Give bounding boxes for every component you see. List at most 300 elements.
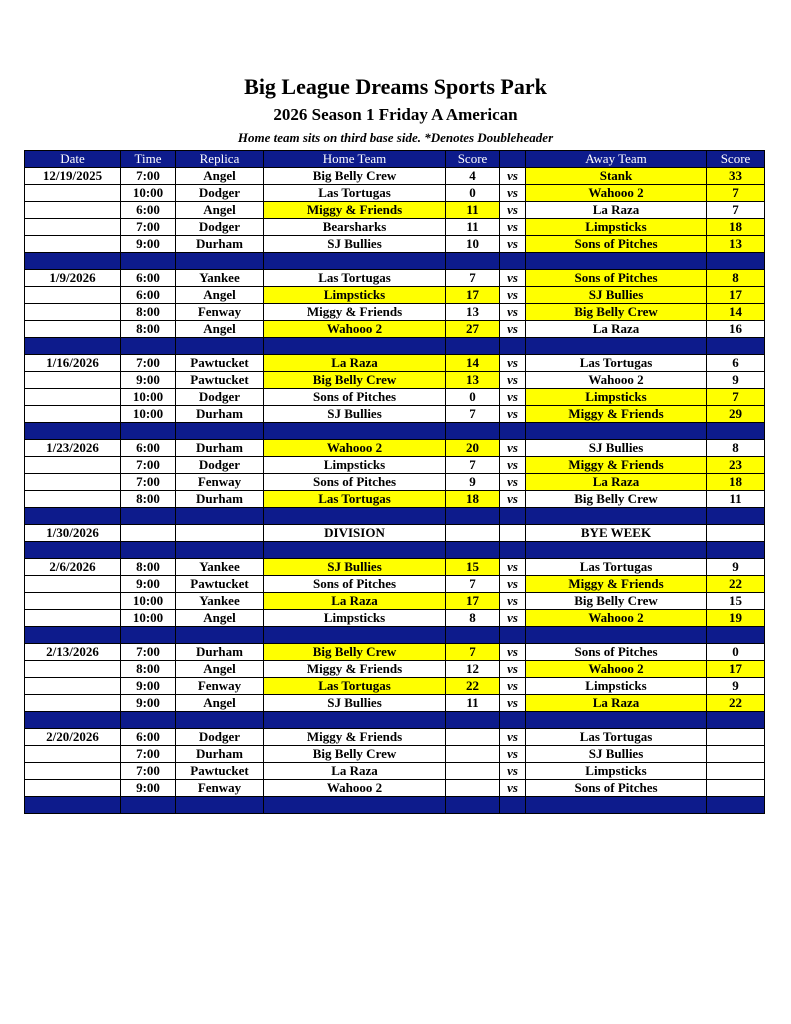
home-team-cell: Wahooo 2 — [264, 321, 446, 338]
time-cell: 6:00 — [121, 729, 176, 746]
home-team-cell: La Raza — [264, 763, 446, 780]
home-score-cell: 10 — [446, 236, 500, 253]
date-cell: 2/6/2026 — [25, 559, 121, 576]
separator-cell — [264, 712, 446, 729]
separator-cell — [121, 508, 176, 525]
vs-cell: vs — [500, 440, 526, 457]
separator-cell — [176, 542, 264, 559]
separator-cell — [446, 338, 500, 355]
replica-cell — [176, 525, 264, 542]
separator-cell — [25, 338, 121, 355]
header-replica: Replica — [176, 151, 264, 168]
vs-cell: vs — [500, 168, 526, 185]
date-cell: 2/20/2026 — [25, 729, 121, 746]
vs-cell: vs — [500, 593, 526, 610]
away-team-cell: Sons of Pitches — [526, 780, 707, 797]
time-cell: 8:00 — [121, 304, 176, 321]
separator-cell — [176, 253, 264, 270]
date-cell — [25, 763, 121, 780]
date-cell — [25, 219, 121, 236]
home-score-cell: 14 — [446, 355, 500, 372]
time-cell: 7:00 — [121, 644, 176, 661]
week-separator — [25, 253, 765, 270]
game-row — [25, 644, 765, 661]
game-row — [25, 763, 765, 780]
game-row — [25, 304, 765, 321]
away-team-cell: Wahooo 2 — [526, 185, 707, 202]
away-score-cell: 22 — [707, 695, 765, 712]
away-score-cell: 29 — [707, 406, 765, 423]
separator-cell — [707, 253, 765, 270]
date-cell — [25, 406, 121, 423]
home-score-cell: 0 — [446, 389, 500, 406]
vs-cell: vs — [500, 457, 526, 474]
replica-cell: Durham — [176, 644, 264, 661]
replica-cell: Angel — [176, 610, 264, 627]
time-cell: 6:00 — [121, 202, 176, 219]
game-row — [25, 746, 765, 763]
date-cell — [25, 610, 121, 627]
replica-cell: Dodger — [176, 457, 264, 474]
home-score-cell: 7 — [446, 270, 500, 287]
vs-cell: vs — [500, 355, 526, 372]
away-team-cell: Miggy & Friends — [526, 457, 707, 474]
home-team-cell: SJ Bullies — [264, 559, 446, 576]
replica-cell: Fenway — [176, 474, 264, 491]
date-cell — [25, 457, 121, 474]
game-row — [25, 287, 765, 304]
separator-cell — [446, 423, 500, 440]
week-separator — [25, 627, 765, 644]
vs-cell: vs — [500, 610, 526, 627]
replica-cell: Dodger — [176, 219, 264, 236]
vs-cell: vs — [500, 389, 526, 406]
replica-cell: Yankee — [176, 559, 264, 576]
date-cell: 2/13/2026 — [25, 644, 121, 661]
away-team-cell: Miggy & Friends — [526, 406, 707, 423]
home-team-cell: Limpsticks — [264, 457, 446, 474]
home-score-cell: 7 — [446, 406, 500, 423]
away-score-cell: 18 — [707, 474, 765, 491]
separator-cell — [25, 797, 121, 814]
page-subtitle: 2026 Season 1 Friday A American — [273, 105, 518, 124]
game-row — [25, 678, 765, 695]
replica-cell: Durham — [176, 406, 264, 423]
vs-cell: vs — [500, 780, 526, 797]
week-separator — [25, 423, 765, 440]
away-team-cell: La Raza — [526, 202, 707, 219]
separator-cell — [446, 797, 500, 814]
separator-cell — [121, 423, 176, 440]
away-team-cell: Wahooo 2 — [526, 372, 707, 389]
time-cell: 6:00 — [121, 440, 176, 457]
separator-cell — [500, 508, 526, 525]
home-team-cell: La Raza — [264, 593, 446, 610]
separator-cell — [176, 627, 264, 644]
home-team-cell: Miggy & Friends — [264, 729, 446, 746]
away-score-cell: 9 — [707, 678, 765, 695]
away-team-cell: La Raza — [526, 695, 707, 712]
home-score-cell: 13 — [446, 372, 500, 389]
home-score-cell — [446, 746, 500, 763]
date-cell — [25, 593, 121, 610]
separator-cell — [526, 797, 707, 814]
time-cell: 6:00 — [121, 270, 176, 287]
home-score-cell: 22 — [446, 678, 500, 695]
game-row — [25, 661, 765, 678]
away-score-cell: 15 — [707, 593, 765, 610]
replica-cell: Durham — [176, 236, 264, 253]
time-cell: 9:00 — [121, 678, 176, 695]
game-row — [25, 440, 765, 457]
game-row — [25, 185, 765, 202]
time-cell: 7:00 — [121, 474, 176, 491]
separator-cell — [446, 542, 500, 559]
away-score-cell: 8 — [707, 270, 765, 287]
away-team-cell: Big Belly Crew — [526, 491, 707, 508]
separator-cell — [121, 338, 176, 355]
away-score-cell — [707, 525, 765, 542]
vs-cell: vs — [500, 644, 526, 661]
separator-cell — [25, 712, 121, 729]
away-team-cell: Miggy & Friends — [526, 576, 707, 593]
separator-cell — [121, 542, 176, 559]
home-score-cell: 11 — [446, 202, 500, 219]
home-score-cell — [446, 763, 500, 780]
away-team-cell: Limpsticks — [526, 763, 707, 780]
vs-cell: vs — [500, 372, 526, 389]
time-cell: 7:00 — [121, 219, 176, 236]
vs-cell: vs — [500, 304, 526, 321]
home-score-cell: 15 — [446, 559, 500, 576]
away-team-cell: La Raza — [526, 321, 707, 338]
home-score-cell — [446, 525, 500, 542]
date-cell — [25, 372, 121, 389]
home-team-cell: La Raza — [264, 355, 446, 372]
replica-cell: Yankee — [176, 593, 264, 610]
game-row — [25, 236, 765, 253]
game-row — [25, 202, 765, 219]
date-cell — [25, 780, 121, 797]
vs-cell: vs — [500, 202, 526, 219]
away-team-cell: Sons of Pitches — [526, 236, 707, 253]
away-score-cell: 9 — [707, 559, 765, 576]
time-cell: 7:00 — [121, 457, 176, 474]
replica-cell: Fenway — [176, 678, 264, 695]
home-score-cell: 13 — [446, 304, 500, 321]
separator-cell — [25, 542, 121, 559]
away-team-cell: Stank — [526, 168, 707, 185]
away-team-cell: Las Tortugas — [526, 355, 707, 372]
week-separator — [25, 338, 765, 355]
vs-cell: vs — [500, 287, 526, 304]
replica-cell: Pawtucket — [176, 763, 264, 780]
replica-cell: Pawtucket — [176, 372, 264, 389]
vs-cell: vs — [500, 270, 526, 287]
schedule-note: Home team sits on third base side. *Denotes Doubleheader — [237, 130, 554, 145]
date-cell — [25, 321, 121, 338]
date-cell — [25, 491, 121, 508]
week-separator — [25, 712, 765, 729]
time-cell: 10:00 — [121, 185, 176, 202]
vs-cell: vs — [500, 746, 526, 763]
vs-cell: vs — [500, 406, 526, 423]
schedule-table — [24, 150, 765, 814]
time-cell: 10:00 — [121, 389, 176, 406]
separator-cell — [121, 627, 176, 644]
away-score-cell: 9 — [707, 372, 765, 389]
replica-cell: Durham — [176, 491, 264, 508]
header-home-team: Home Team — [264, 151, 446, 168]
game-row — [25, 389, 765, 406]
date-cell: 12/19/2025 — [25, 168, 121, 185]
separator-cell — [446, 712, 500, 729]
replica-cell: Dodger — [176, 389, 264, 406]
vs-cell: vs — [500, 661, 526, 678]
date-cell — [25, 474, 121, 491]
away-score-cell: 7 — [707, 389, 765, 406]
time-cell: 10:00 — [121, 593, 176, 610]
separator-cell — [526, 253, 707, 270]
week-separator — [25, 797, 765, 814]
header-time: Time — [121, 151, 176, 168]
header-vs — [500, 151, 526, 168]
game-row — [25, 321, 765, 338]
home-team-cell: SJ Bullies — [264, 236, 446, 253]
vs-cell: vs — [500, 678, 526, 695]
home-team-cell: Sons of Pitches — [264, 474, 446, 491]
replica-cell: Dodger — [176, 185, 264, 202]
separator-cell — [526, 627, 707, 644]
home-score-cell — [446, 729, 500, 746]
home-team-cell: SJ Bullies — [264, 695, 446, 712]
date-cell — [25, 236, 121, 253]
replica-cell: Angel — [176, 661, 264, 678]
away-score-cell: 8 — [707, 440, 765, 457]
home-team-cell: Wahooo 2 — [264, 440, 446, 457]
separator-cell — [500, 423, 526, 440]
bye-week-cell: BYE WEEK — [526, 525, 707, 542]
home-team-cell: Las Tortugas — [264, 678, 446, 695]
separator-cell — [707, 338, 765, 355]
game-row — [25, 593, 765, 610]
home-team-cell: Las Tortugas — [264, 491, 446, 508]
date-cell — [25, 576, 121, 593]
home-team-cell: Miggy & Friends — [264, 304, 446, 321]
header-date: Date — [25, 151, 121, 168]
vs-cell: vs — [500, 695, 526, 712]
separator-cell — [500, 253, 526, 270]
time-cell: 7:00 — [121, 168, 176, 185]
separator-cell — [264, 542, 446, 559]
separator-cell — [25, 253, 121, 270]
away-score-cell: 0 — [707, 644, 765, 661]
vs-cell: vs — [500, 559, 526, 576]
bye-row — [25, 525, 765, 542]
replica-cell: Angel — [176, 168, 264, 185]
vs-cell: vs — [500, 236, 526, 253]
week-separator — [25, 542, 765, 559]
time-cell: 7:00 — [121, 746, 176, 763]
game-row — [25, 474, 765, 491]
home-score-cell: 27 — [446, 321, 500, 338]
home-score-cell: 4 — [446, 168, 500, 185]
away-score-cell: 7 — [707, 202, 765, 219]
separator-cell — [526, 338, 707, 355]
separator-cell — [500, 797, 526, 814]
time-cell: 10:00 — [121, 406, 176, 423]
separator-cell — [176, 508, 264, 525]
separator-cell — [707, 423, 765, 440]
date-cell — [25, 695, 121, 712]
home-score-cell: 11 — [446, 695, 500, 712]
game-row — [25, 372, 765, 389]
replica-cell: Dodger — [176, 729, 264, 746]
away-team-cell: SJ Bullies — [526, 440, 707, 457]
header-away-team: Away Team — [526, 151, 707, 168]
time-cell: 8:00 — [121, 321, 176, 338]
separator-cell — [707, 797, 765, 814]
home-team-cell: Wahooo 2 — [264, 780, 446, 797]
separator-cell — [526, 423, 707, 440]
away-score-cell: 11 — [707, 491, 765, 508]
header-away-score: Score — [707, 151, 765, 168]
away-score-cell — [707, 729, 765, 746]
away-score-cell: 6 — [707, 355, 765, 372]
home-score-cell: 7 — [446, 457, 500, 474]
time-cell: 8:00 — [121, 661, 176, 678]
separator-cell — [121, 797, 176, 814]
replica-cell: Angel — [176, 321, 264, 338]
away-team-cell: La Raza — [526, 474, 707, 491]
home-score-cell: 8 — [446, 610, 500, 627]
separator-cell — [121, 712, 176, 729]
away-score-cell: 14 — [707, 304, 765, 321]
date-cell — [25, 678, 121, 695]
away-score-cell: 13 — [707, 236, 765, 253]
away-score-cell — [707, 746, 765, 763]
away-score-cell: 18 — [707, 219, 765, 236]
away-score-cell — [707, 780, 765, 797]
away-team-cell: Wahooo 2 — [526, 610, 707, 627]
date-cell — [25, 185, 121, 202]
page-title: Big League Dreams Sports Park — [244, 74, 547, 99]
time-cell: 6:00 — [121, 287, 176, 304]
date-cell — [25, 389, 121, 406]
replica-cell: Durham — [176, 746, 264, 763]
separator-cell — [707, 627, 765, 644]
vs-cell: vs — [500, 729, 526, 746]
separator-cell — [526, 508, 707, 525]
date-cell: 1/23/2026 — [25, 440, 121, 457]
home-score-cell — [446, 780, 500, 797]
date-cell — [25, 746, 121, 763]
separator-cell — [526, 712, 707, 729]
separator-cell — [176, 797, 264, 814]
separator-cell — [176, 712, 264, 729]
replica-cell: Fenway — [176, 304, 264, 321]
home-team-cell: Las Tortugas — [264, 270, 446, 287]
away-team-cell: Big Belly Crew — [526, 304, 707, 321]
home-team-cell: Las Tortugas — [264, 185, 446, 202]
separator-cell — [526, 542, 707, 559]
separator-cell — [707, 712, 765, 729]
away-team-cell: Wahooo 2 — [526, 661, 707, 678]
game-row — [25, 270, 765, 287]
home-team-cell: Miggy & Friends — [264, 202, 446, 219]
replica-cell: Yankee — [176, 270, 264, 287]
away-team-cell: Limpsticks — [526, 219, 707, 236]
away-team-cell: Limpsticks — [526, 389, 707, 406]
home-team-cell: Sons of Pitches — [264, 389, 446, 406]
schedule-body — [25, 168, 765, 814]
game-row — [25, 559, 765, 576]
bye-division-cell: DIVISION — [264, 525, 446, 542]
separator-cell — [446, 253, 500, 270]
home-score-cell: 9 — [446, 474, 500, 491]
separator-cell — [500, 712, 526, 729]
game-row — [25, 695, 765, 712]
separator-cell — [446, 508, 500, 525]
time-cell: 10:00 — [121, 610, 176, 627]
time-cell: 8:00 — [121, 491, 176, 508]
away-score-cell: 7 — [707, 185, 765, 202]
separator-cell — [500, 338, 526, 355]
away-team-cell: Sons of Pitches — [526, 270, 707, 287]
home-team-cell: Bearsharks — [264, 219, 446, 236]
home-score-cell: 7 — [446, 576, 500, 593]
home-score-cell: 17 — [446, 593, 500, 610]
away-score-cell: 22 — [707, 576, 765, 593]
game-row — [25, 780, 765, 797]
separator-cell — [121, 253, 176, 270]
separator-cell — [264, 797, 446, 814]
separator-cell — [264, 253, 446, 270]
home-score-cell: 7 — [446, 644, 500, 661]
away-score-cell: 17 — [707, 287, 765, 304]
game-row — [25, 610, 765, 627]
home-score-cell: 11 — [446, 219, 500, 236]
vs-cell — [500, 525, 526, 542]
vs-cell: vs — [500, 219, 526, 236]
home-score-cell: 20 — [446, 440, 500, 457]
game-row — [25, 406, 765, 423]
vs-cell: vs — [500, 321, 526, 338]
home-team-cell: Limpsticks — [264, 287, 446, 304]
header-row — [25, 151, 765, 168]
separator-cell — [446, 627, 500, 644]
date-cell: 1/30/2026 — [25, 525, 121, 542]
home-score-cell: 18 — [446, 491, 500, 508]
replica-cell: Pawtucket — [176, 355, 264, 372]
home-team-cell: Sons of Pitches — [264, 576, 446, 593]
away-score-cell: 17 — [707, 661, 765, 678]
away-team-cell: Las Tortugas — [526, 729, 707, 746]
separator-cell — [707, 508, 765, 525]
replica-cell: Angel — [176, 202, 264, 219]
time-cell: 7:00 — [121, 763, 176, 780]
away-team-cell: Sons of Pitches — [526, 644, 707, 661]
away-score-cell: 23 — [707, 457, 765, 474]
home-score-cell: 12 — [446, 661, 500, 678]
away-team-cell: SJ Bullies — [526, 746, 707, 763]
away-team-cell: Big Belly Crew — [526, 593, 707, 610]
time-cell: 9:00 — [121, 372, 176, 389]
home-team-cell: Big Belly Crew — [264, 644, 446, 661]
separator-cell — [264, 508, 446, 525]
date-cell — [25, 661, 121, 678]
date-cell: 1/16/2026 — [25, 355, 121, 372]
